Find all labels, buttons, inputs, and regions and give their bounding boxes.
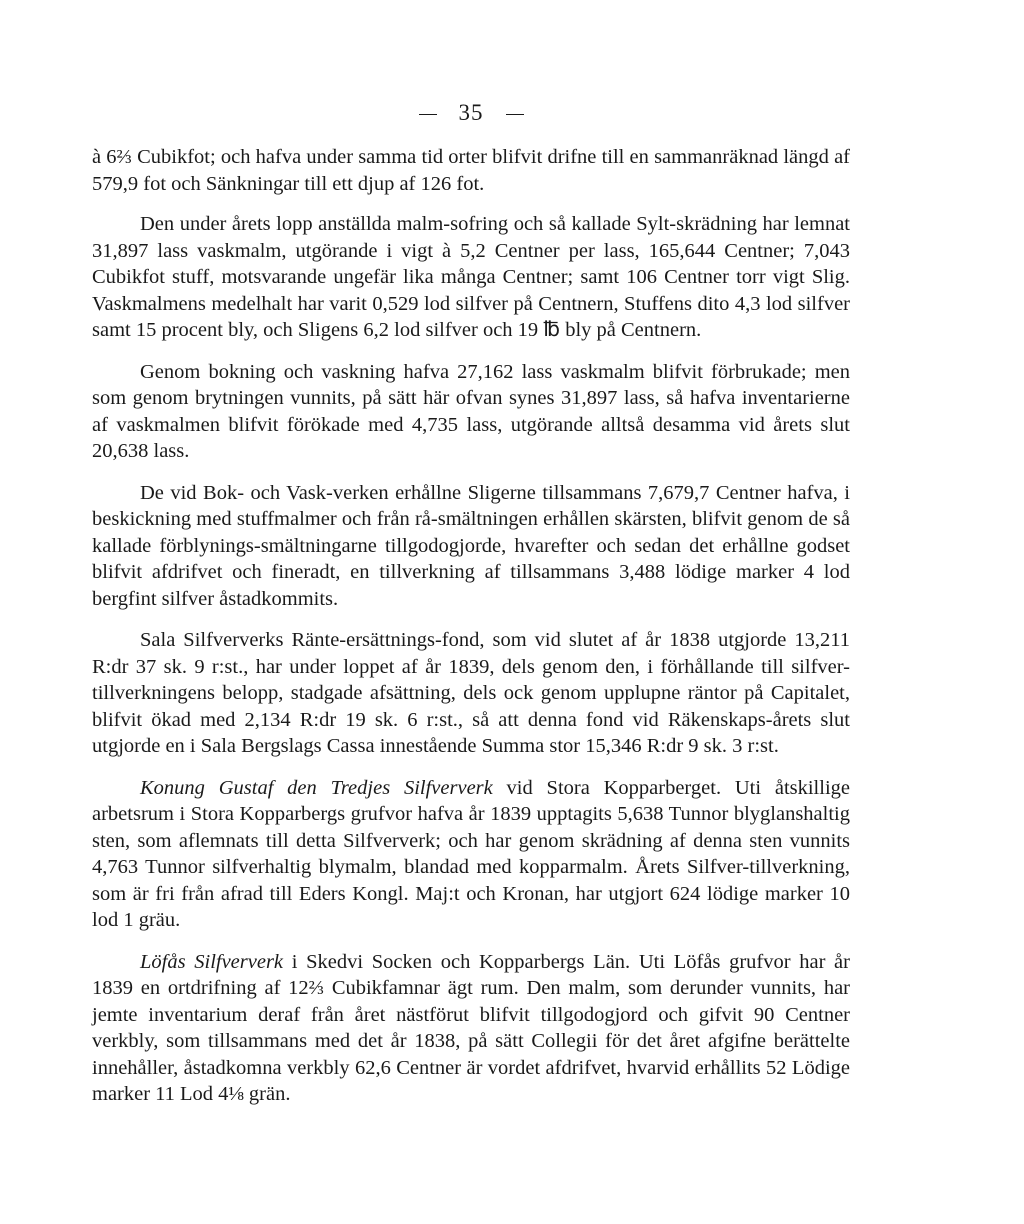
paragraph-6 (92, 775, 850, 934)
paragraph-6-text: vid Stora Kopparberget. Uti åtskillige arbetsrum i Stora Kopparbergs grufvor hafva år 1839 upptagits 5,638 Tunnor blyglanshaltig sten, som aflemnats till detta Silfververk; och har genom skrädning af denna sten vunnits 4,763 Tunnor silfverhaltig blymalm, blandad med kopparmalm. Årets Silfver-tillverkning, som är fri från afrad till Eders Kongl. Maj:t och Kronan, har utgjort 624 lödige marker 10 lod 1 gräu. (92, 776, 850, 931)
paragraph-5: Sala Silfververks Ränte-ersättnings-fond, som vid slutet af år 1838 utgjorde 13,211 R:dr 37 sk. 9 r:st., har under loppet af år 1839, dels genom den, i förhållande till silfver-tillverkningens belopp, stadgade afsättning, dels ock genom upplupne räntor på Capitalet, blifvit ökad med 2,134 R:dr 19 sk. 6 r:st., så att denna fond vid Räkenskaps-årets slut utgjorde en i Sala Bergslags Cassa innestående Summa stor 15,346 R:dr 9 sk. 3 r:st. (92, 629, 850, 757)
page-header (92, 100, 850, 126)
paragraph-7 (92, 949, 850, 1108)
paragraph-7-text: i Skedvi Socken och Kopparbergs Län. Uti Löfås grufvor har år 1839 en ortdrifning af 12⅔ Cubikfamnar ägt rum. Den malm, som derunder vunnits, har jemte inventarium deraf från året nästförut blifvit tillgodogjord och gifvit 90 Centner verkbly, som tillsammans med det år 1838, på sätt Collegii för det året afgifne berättelte innehåller, åstadkomna verkbly 62,6 Centner är vordet afdrifvet, hvarvid erhållits 52 Lödige marker 11 Lod 4⅛ grän. (92, 950, 850, 1105)
paragraph-2: Den under årets lopp anställda malm-sofring och så kallade Sylt-skrädning har lemnat 31,897 lass vaskmalm, utgörande i vigt à 5,2 Centner per lass, 165,644 Centner; 7,043 Cubikfot stuff, motsvarande ungefär lika många Centner; samt 106 Centner torr vigt Slig. Vaskmalmens medelhalt har varit 0,529 lod silfver på Centnern, Stuffens dito 4,3 lod silfver samt 15 procent bly, och Sligens 6,2 lod silfver och 19 ℔ bly på Centnern. (92, 213, 850, 341)
page-number: 35 (458, 100, 484, 125)
header-dash-right (506, 114, 524, 115)
paragraph-6-italic-lead: Konung Gustaf den Tredjes Silfververk (140, 776, 493, 799)
paragraph-3: Genom bokning och vaskning hafva 27,162 lass vaskmalm blifvit förbrukade; men som genom brytningen vunnits, på sätt här ofvan synes 31,897 lass, så hafva inventarierne af vaskmalmen blifvit förökade med 4,735 lass, utgörande alltså desamma vid årets slut 20,638 lass. (92, 360, 850, 462)
paragraph-1: à 6⅔ Cubikfot; och hafva under samma tid orter blifvit drifne till en sammanräknad längd af 579,9 fot och Sänkningar till ett djup af 126 fot. (92, 146, 850, 195)
header-dash-left (419, 114, 437, 115)
paragraph-4: De vid Bok- och Vask-verken erhållne Sligerne tillsammans 7,679,7 Centner hafva, i beskickning med stuffmalmer och från rå-smältningen erhållen skärsten, blifvit genom de så kallade förblynings-smältningarne tillgodogjorde, hvarefter och sedan det erhållne godset blifvit afdrifvet och fineradt, en tillverkning af tillsammans 3,488 lödige marker 4 lod bergfint silfver åstadkommits. (92, 481, 850, 610)
document-page (92, 100, 850, 1123)
paragraph-7-italic-lead: Löfås Silfververk (140, 950, 284, 973)
